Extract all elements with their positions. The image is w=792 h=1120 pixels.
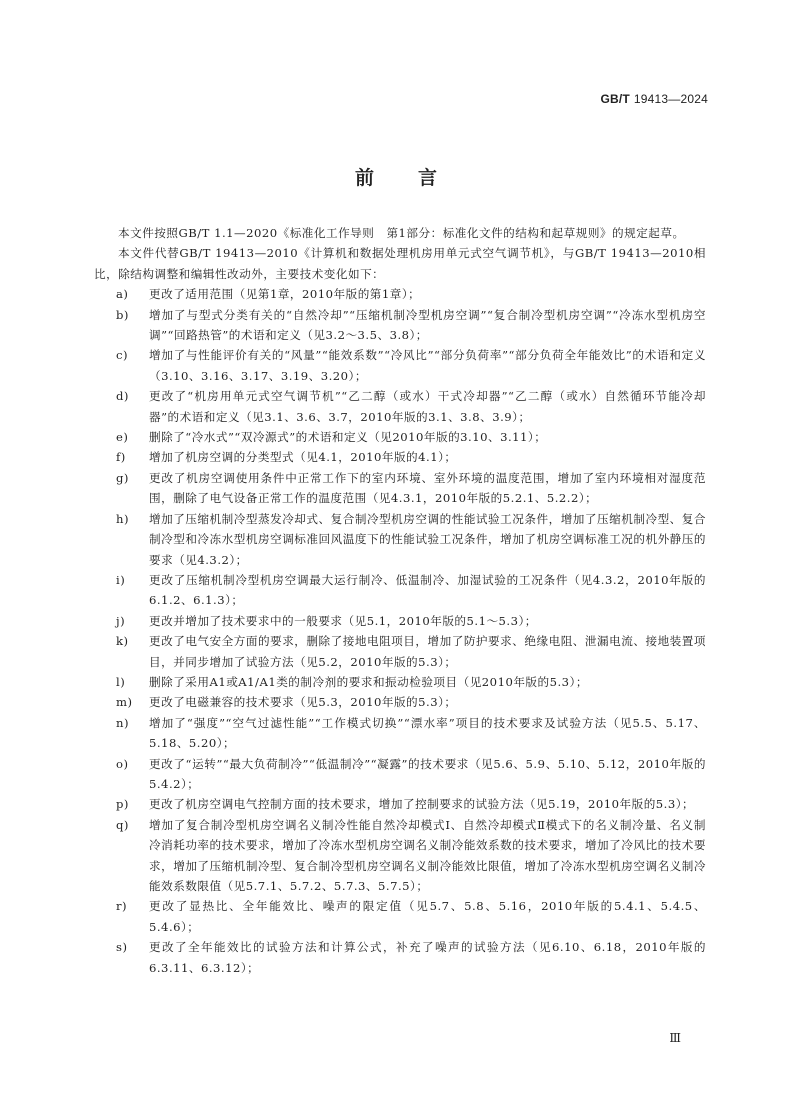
list-item (94, 815, 706, 897)
list-item (94, 754, 706, 795)
list-item-text: 增加了复合制冷型机房空调名义制冷性能自然冷却模式Ⅰ、自然冷却模式Ⅱ模式下的名义制冷量、名义制冷消耗功率的技术要求，增加了冷冻水型机房空调名义制冷能效系数的技术要求，增加了冷风比的技术要求，增加了压缩机制冷型、复合制冷型机房空调名义制冷能效比限值，增加了冷冻水型机房空调名义制冷能效系数限值（见5.7.1、5.7.2、5.7.3、5.7.5）； (149, 817, 706, 893)
list-item-text: 更改了显热比、全年能效比、噪声的限定值（见5.7、5.8、5.16，2010年版的5.4.1、5.4.5、5.4.6）； (149, 899, 706, 934)
list-item-label: e) (116, 430, 129, 445)
list-item (94, 305, 706, 346)
list-item (94, 937, 706, 978)
list-item-text: 更改了全年能效比的试验方法和计算公式，补充了噪声的试验方法（见6.10、6.18，2010年版的6.3.11、6.3.12）； (149, 940, 706, 975)
list-item-label: d) (116, 389, 129, 404)
standard-code (600, 92, 708, 106)
list-item (94, 713, 706, 754)
page-number: Ⅲ (669, 1031, 681, 1045)
list-item-label: b) (116, 307, 129, 322)
list-item-label: l) (116, 674, 126, 689)
list-item-label: i) (116, 572, 126, 587)
list-item-label: o) (116, 756, 129, 771)
list-item-text: 增加了“强度”“空气过滤性能”“工作模式切换”“漂水率”项目的技术要求及试验方法（见5.5、5.17、5.18、5.20）； (149, 715, 706, 751)
standard-prefix: GB/T (600, 92, 630, 106)
list-item (94, 284, 706, 304)
intro-paragraph: 本文件按照GB/T 1.1—2020《标准化工作导则 第1部分：标准化文件的结构和起草规则》的规定起草。 (118, 226, 685, 240)
list-item (94, 794, 706, 814)
list-item-label: j) (116, 613, 126, 628)
intro-paragraph: 本文件代替GB/T 19413—2010《计算机和数据处理机房用单元式空气调节机》，与GB/T 19413—2010相比，除结构调整和编辑性改动外，主要技术变化如下： (94, 246, 706, 281)
list-item (94, 570, 706, 611)
list-item-text: 更改了电气安全方面的要求，删除了接地电阻项目，增加了防护要求、绝缘电阻、泄漏电流、接地装置项目，并同步增加了试验方法（见5.2，2010年版的5.3）； (149, 634, 706, 669)
list-item-text: 更改了“运转”“最大负荷制冷”“低温制冷”“凝露”的技术要求（见5.6、5.9、5.10、5.12，2010年版的5.4.2）； (149, 756, 706, 791)
list-item (94, 692, 706, 712)
list-item-text: 更改了压缩机制冷型机房空调最大运行制冷、低温制冷、加湿试验的工况条件（见4.3.2，2010年版的6.1.2、6.1.3）； (149, 572, 706, 608)
list-item-text: 更改了“机房用单元式空气调节机”“乙二醇（或水）干式冷却器”“乙二醇（或水）自然循环节能冷却器”的术语和定义（见3.1、3.6、3.7，2010年版的3.1、3.8、3.9）； (149, 389, 706, 424)
list-item-text: 更改了电磁兼容的技术要求（见5.3，2010年版的5.3）； (149, 695, 457, 710)
list-item (94, 631, 706, 672)
list-item-text: 增加了机房空调的分类型式（见4.1，2010年版的4.1）； (149, 450, 457, 465)
list-item (94, 427, 706, 447)
list-item-label: c) (116, 348, 129, 363)
list-item-label: q) (116, 817, 129, 832)
list-item-text: 增加了压缩机制冷型蒸发冷却式、复合制冷型机房空调的性能试验工况条件，增加了压缩机制冷型、复合制冷型和冷冻水型机房空调标准回风温度下的性能试验工况条件，增加了机房空调标准工况的机外静压的要求（见4.3.2）； (149, 511, 706, 567)
list-item-label: m) (116, 695, 133, 710)
list-item (94, 611, 706, 631)
standard-number: 19413—2024 (633, 92, 708, 106)
list-item (94, 345, 706, 386)
list-item-label: a) (116, 287, 129, 302)
change-list (94, 284, 706, 978)
list-item (94, 509, 706, 570)
list-item-text: 增加了与型式分类有关的“自然冷却”“压缩机制冷型机房空调”“复合制冷型机房空调”“冷冻水型机房空调”“回路热管”的术语和定义（见3.2～3.5、3.8）； (149, 307, 706, 343)
list-item-text: 删除了采用A1或A1/A1类的制冷剂的要求和振动检验项目（见2010年版的5.3）； (149, 674, 588, 689)
list-item-label: g) (116, 470, 129, 485)
list-item-label: k) (116, 634, 129, 649)
list-item-label: n) (116, 715, 129, 730)
list-item (94, 386, 706, 427)
list-item-text: 删除了“冷水式”“双冷源式”的术语和定义（见2010年版的3.10、3.11）； (149, 430, 547, 445)
list-item (94, 672, 706, 692)
list-item-text: 更改并增加了技术要求中的一般要求（见5.1，2010年版的5.1～5.3）； (149, 613, 537, 628)
list-item-text: 更改了机房空调使用条件中正常工作下的室内环境、室外环境的温度范围，增加了室内环境相对湿度范围，删除了电气设备正常工作的温度范围（见4.3.1，2010年版的5.2.1、5.2.2）； (149, 470, 706, 506)
page-title: 前言 (354, 167, 481, 189)
list-item-label: f) (116, 450, 126, 465)
list-item-label: h) (116, 511, 129, 526)
list-item-label: r) (116, 899, 128, 914)
list-item-text: 更改了机房空调电气控制方面的技术要求，增加了控制要求的试验方法（见5.19，2010年版的5.3）； (149, 797, 695, 812)
list-item (94, 896, 706, 937)
list-item-label: s) (116, 940, 128, 955)
list-item-text: 更改了适用范围（见第1章，2010年版的第1章）； (149, 287, 421, 302)
list-item (94, 468, 706, 509)
foreword-body (94, 223, 706, 978)
list-item-label: p) (116, 797, 129, 812)
list-item-text: 增加了与性能评价有关的“风量”“能效系数”“冷风比”“部分负荷率”“部分负荷全年能效比”的术语和定义（3.10、3.16、3.17、3.19、3.20）； (149, 348, 706, 383)
list-item (94, 447, 706, 467)
